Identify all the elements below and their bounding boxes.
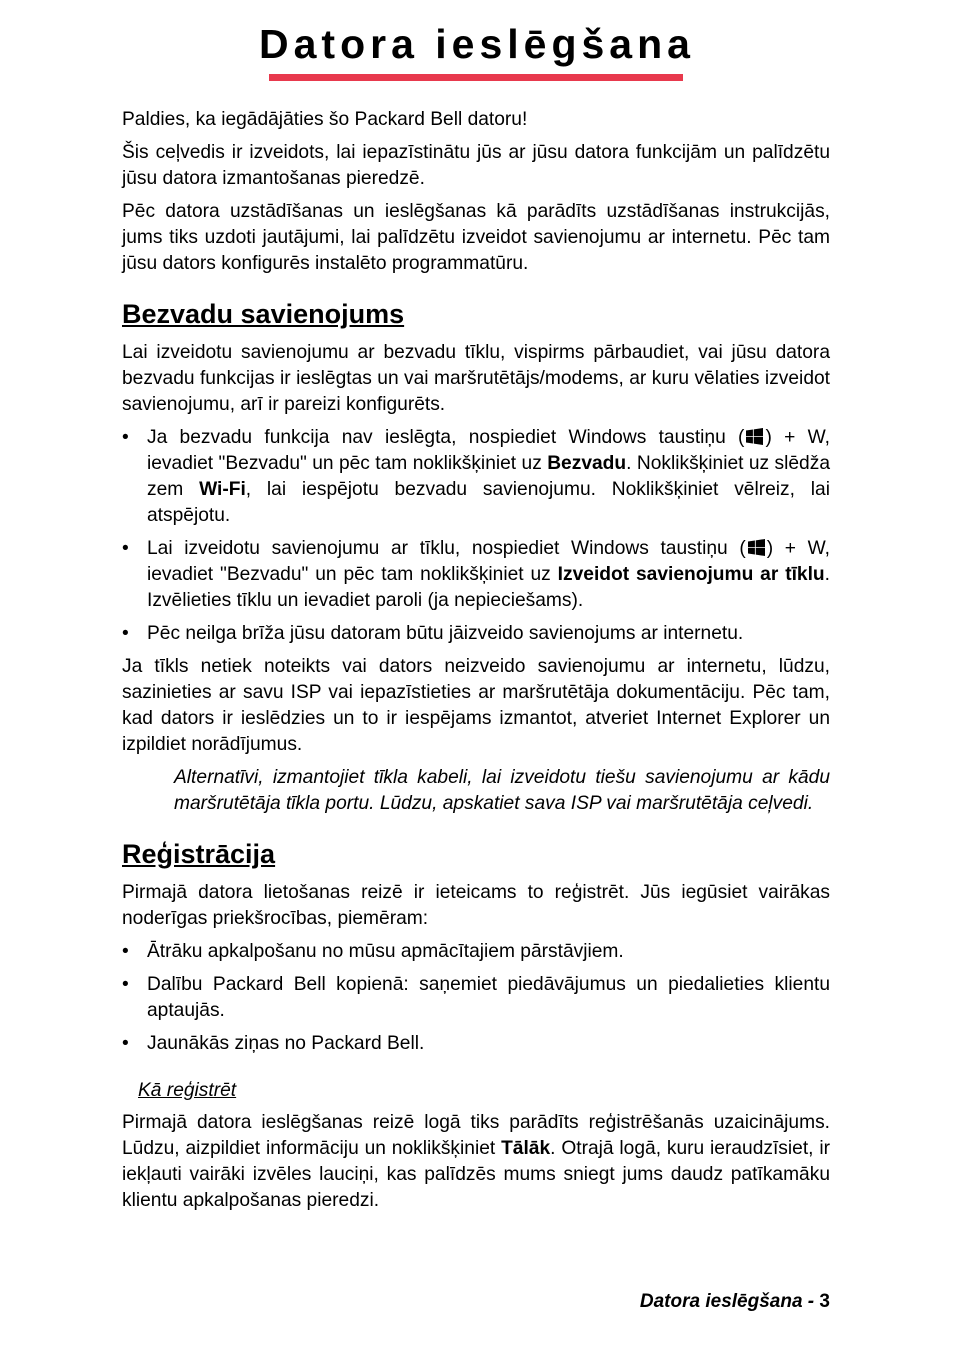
list-item: • Lai izveidotu savienojumu ar tīklu, nospiediet Windows taustiņu ( ) + W, ievadiet "Bezvadu" un pēc tam noklikšķiniet uz Izveidot savienojumu ar tīklu. Izvēlieties tīklu un ievadiet paroli (ja nepieciešams). xyxy=(122,538,830,611)
wireless-bullet-list xyxy=(122,425,830,647)
bullet-marker: • xyxy=(122,538,129,559)
bullet-marker: • xyxy=(122,941,129,962)
wireless-paragraph-2: Ja tīkls netiek noteikts vai dators neizveido savienojumu ar internetu, lūdzu, sazinieties ar savu ISP vai iepazīstieties ar maršrutētāja dokumentāciju. Pēc tam, kad dators ir ieslēdzies un to ir iespējams izmantot, atveriet Internet Explorer un izpildiet norādījumus. xyxy=(122,656,830,755)
intro-paragraph-3: Pēc datora uzstādīšanas un ieslēgšanas kā parādīts uzstādīšanas instrukcijās, jums tiks uzdoti jautājumi, lai palīdzētu izveidot savienojumu ar internetu. Pēc tam jūsu dators konfigurēs instalēto programmatūru. xyxy=(122,201,830,274)
intro-paragraph-2: Šis ceļvedis ir izveidots, lai iepazīstinātu jūs ar jūsu datora funkcijām un palīdzētu jūsu datora izmantošanas pieredzē. xyxy=(122,142,830,189)
bullet-marker: • xyxy=(122,1033,129,1054)
registration-paragraph-1: Pirmajā datora lietošanas reizē ir ieteicams to reģistrēt. Jūs iegūsiet vairākas noderīgas priekšrocības, piemēram: xyxy=(122,882,830,929)
section-heading-registration: Reģistrācija xyxy=(122,839,276,869)
page-footer xyxy=(640,1291,830,1313)
list-item: • Ja bezvadu funkcija nav ieslēgta, nospiediet Windows taustiņu ( ) + W, ievadiet "Bezvadu" un pēc tam noklikšķiniet uz Bezvadu. Noklikšķiniet uz slēdža zem Wi-Fi, lai iespējotu bezvadu savienojumu. Noklikšķiniet vēlreiz, lai atspējotu. xyxy=(122,427,830,526)
list-item: • Ātrāku apkalpošanu no mūsu apmācītajiem pārstāvjiem. xyxy=(122,939,830,965)
page-number: 3 xyxy=(819,1291,830,1312)
windows-logo-icon xyxy=(748,539,765,556)
wireless-note: Alternatīvi, izmantojiet tīkla kabeli, lai izveidotu tiešu savienojumu ar kādu maršrutētāja tīkla portu. Lūdzu, apskatiet sava ISP vai maršrutētāja ceļvedi. xyxy=(174,767,830,814)
registration-bullet-list xyxy=(122,939,830,1057)
page-content xyxy=(122,107,830,1221)
list-item: • Jaunākās ziņas no Packard Bell. xyxy=(122,1031,830,1057)
registration-paragraph-2: Pirmajā datora ieslēgšanas reizē logā tiks parādīts reģistrēšanās uzaicinājums. Lūdzu, aizpildiet informāciju un noklikšķiniet Tālāk. Otrajā logā, kuru ieraudzīsiet, ir iekļauti vairāki izvēles lauciņi, kas palīdzēs mums sniegt jums daudz patīkamāku klientu apkalpošanas pieredzi. xyxy=(122,1112,830,1211)
footer-label: Datora ieslēgšana - xyxy=(639,1291,820,1312)
title-underline-bar xyxy=(269,74,683,81)
bullet-marker: • xyxy=(122,427,129,448)
intro-paragraph-1: Paldies, ka iegādājāties šo Packard Bell datoru! xyxy=(122,109,528,130)
list-item: • Pēc neilga brīža jūsu datoram būtu jāizveido savienojums ar internetu. xyxy=(122,621,830,647)
page-title: Datora ieslēgšana xyxy=(259,21,695,67)
windows-logo-icon xyxy=(746,428,763,445)
subheading-how-to-register: Kā reģistrēt xyxy=(138,1080,237,1101)
bullet-marker: • xyxy=(122,974,129,995)
bullet-marker: • xyxy=(122,623,129,644)
list-item: • Dalību Packard Bell kopienā: saņemiet piedāvājumus un piedalieties klientu aptaujās. xyxy=(122,974,830,1021)
wireless-paragraph-1: Lai izveidotu savienojumu ar bezvadu tīklu, vispirms pārbaudiet, vai jūsu datora bezvadu funkcijas ir ieslēgtas un vai maršrutētājs/modems, ar kuru vēlaties izveidot savienojumu, arī ir pareizi konfigurēts. xyxy=(122,342,830,415)
section-heading-wireless: Bezvadu savienojums xyxy=(122,299,405,329)
